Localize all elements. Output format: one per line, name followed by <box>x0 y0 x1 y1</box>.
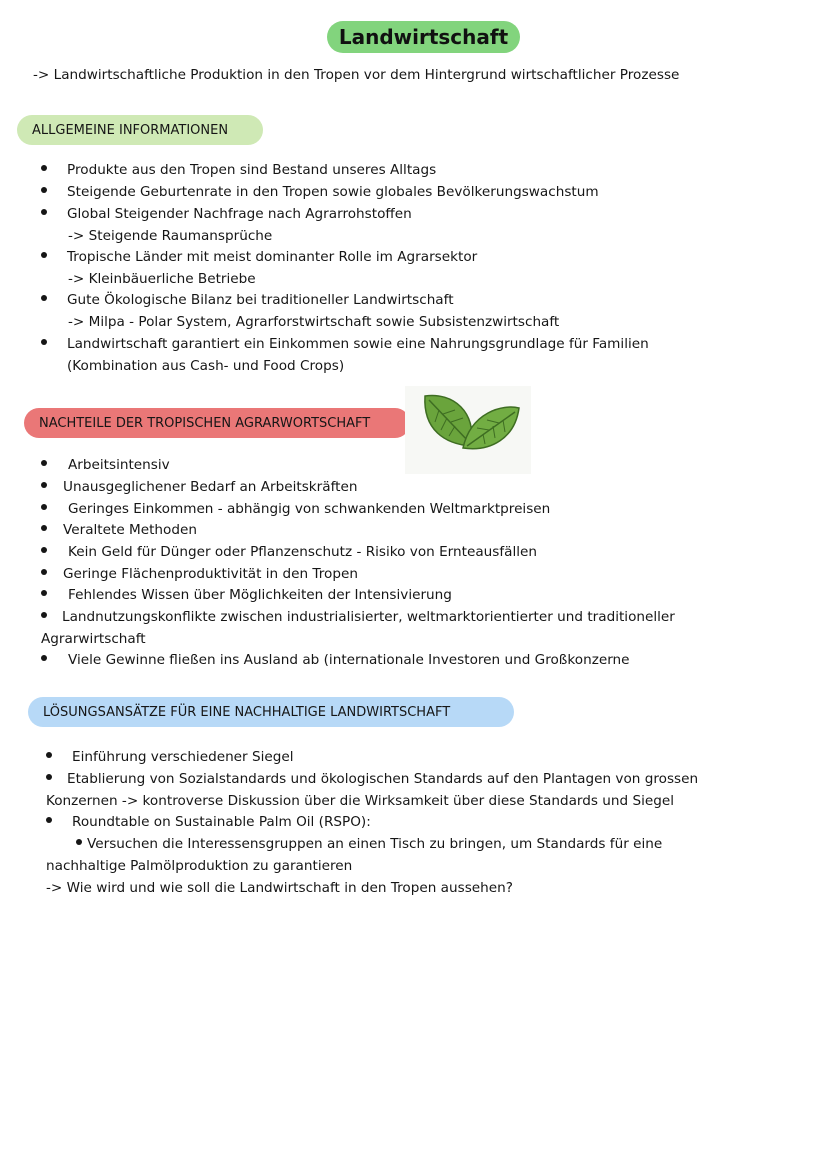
leaves-image <box>405 386 531 474</box>
list-item-text: Unausgeglichener Bedarf an Arbeitskräften <box>63 479 358 495</box>
list-item-text: Global Steigender Nachfrage nach Agrarrohstoffen <box>67 206 412 222</box>
closing-question: -> Wie wird und wie soll die Landwirtschaft in den Tropen aussehen? <box>46 880 513 896</box>
list-item <box>41 499 47 521</box>
list-item <box>41 334 47 356</box>
list-item-text: Landnutzungskonflikte zwischen industrialisierter, weltmarktorientierter und traditioneller <box>62 609 675 625</box>
list-item-subtext: -> Steigende Raumansprüche <box>68 228 273 244</box>
list-item-subtext: (Kombination aus Cash- und Food Crops) <box>67 358 345 374</box>
bullet-icon <box>41 187 47 193</box>
list-item-subtext: -> Kleinbäuerliche Betriebe <box>68 271 256 287</box>
list-item-text: Kein Geld für Dünger oder Pflanzenschutz - Risiko von Ernteausfällen <box>68 544 538 560</box>
list-item <box>46 769 52 791</box>
list-item <box>41 204 47 226</box>
list-item <box>41 650 47 672</box>
bullet-icon <box>41 209 47 215</box>
bullet-icon <box>41 252 47 258</box>
list-item-text: Steigende Geburtenrate in den Tropen sowie globales Bevölkerungswachstum <box>67 184 599 200</box>
bullet-icon <box>41 295 47 301</box>
list-item-subtext: -> Milpa - Polar System, Agrarforstwirtschaft sowie Subsistenzwirtschaft <box>68 314 560 330</box>
bullet-icon <box>46 774 52 780</box>
bullet-icon <box>41 655 47 661</box>
bullet-icon <box>41 504 47 510</box>
list-item-text: Einführung verschiedener Siegel <box>72 749 294 765</box>
list-item-text: Veraltete Methoden <box>63 522 197 538</box>
bullet-icon <box>46 817 52 823</box>
list-item <box>41 520 47 542</box>
list-item <box>41 455 47 477</box>
list-item-text: Arbeitsintensiv <box>68 457 170 473</box>
list-item-text: Versuchen die Interessensgruppen an einen Tisch zu bringen, um Standards für eine <box>87 836 663 852</box>
list-item-text: Fehlendes Wissen über Möglichkeiten der Intensivierung <box>68 587 452 603</box>
list-item-text: Etablierung von Sozialstandards und ökologischen Standards auf den Plantagen von grossen <box>67 771 699 787</box>
list-item <box>41 182 47 204</box>
list-item <box>46 812 52 834</box>
bullet-icon <box>41 569 47 575</box>
bullet-icon <box>46 752 52 758</box>
bullet-icon <box>41 525 47 531</box>
section-heading-disadvantages: NACHTEILE DER TROPISCHEN AGRARWORTSCHAFT <box>24 408 410 438</box>
list-item <box>41 247 47 269</box>
section-heading-general: ALLGEMEINE INFORMATIONEN <box>17 115 263 145</box>
bullet-icon <box>41 460 47 466</box>
list-item-text: Tropische Länder mit meist dominanter Rolle im Agrarsektor <box>67 249 478 265</box>
subtitle: -> Landwirtschaftliche Produktion in den Tropen vor dem Hintergrund wirtschaftlicher Prozesse <box>33 67 680 83</box>
list-item <box>41 160 47 182</box>
bullet-icon <box>41 547 47 553</box>
list-item-text: Produkte aus den Tropen sind Bestand unseres Alltags <box>67 162 437 178</box>
list-item-text: Geringes Einkommen - abhängig von schwankenden Weltmarktpreisen <box>68 501 551 517</box>
list-item-text: Viele Gewinne fließen ins Ausland ab (internationale Investoren und Großkonzerne <box>68 652 630 668</box>
bullet-icon <box>41 590 47 596</box>
list-item-subtext: Agrarwirtschaft <box>41 631 146 647</box>
list-item <box>41 564 47 586</box>
bullet-icon <box>41 339 47 345</box>
list-item <box>76 834 82 856</box>
bullet-icon <box>41 612 47 618</box>
list-item <box>41 585 47 607</box>
list-item-text: Roundtable on Sustainable Palm Oil (RSPO): <box>72 814 371 830</box>
bullet-icon <box>41 165 47 171</box>
list-item-text: Landwirtschaft garantiert ein Einkommen sowie eine Nahrungsgrundlage für Familien <box>67 336 649 352</box>
list-item <box>41 290 47 312</box>
list-item-subtext: nachhaltige Palmölproduktion zu garantieren <box>46 858 353 874</box>
bullet-icon <box>41 482 47 488</box>
list-item-text: Geringe Flächenproduktivität in den Tropen <box>63 566 358 582</box>
page-title: Landwirtschaft <box>327 21 520 53</box>
list-item-text: Gute Ökologische Bilanz bei traditioneller Landwirtschaft <box>67 292 454 308</box>
leaves-icon <box>405 386 531 474</box>
bullet-icon <box>76 839 82 845</box>
section-heading-solutions: LÖSUNGSANSÄTZE FÜR EINE NACHHALTIGE LANDWIRTSCHAFT <box>28 697 514 727</box>
list-item <box>41 542 47 564</box>
list-item <box>41 607 47 629</box>
list-item <box>46 747 52 769</box>
list-item <box>41 477 47 499</box>
list-item-subtext: Konzernen -> kontroverse Diskussion über die Wirksamkeit über diese Standards und Siegel <box>46 793 674 809</box>
